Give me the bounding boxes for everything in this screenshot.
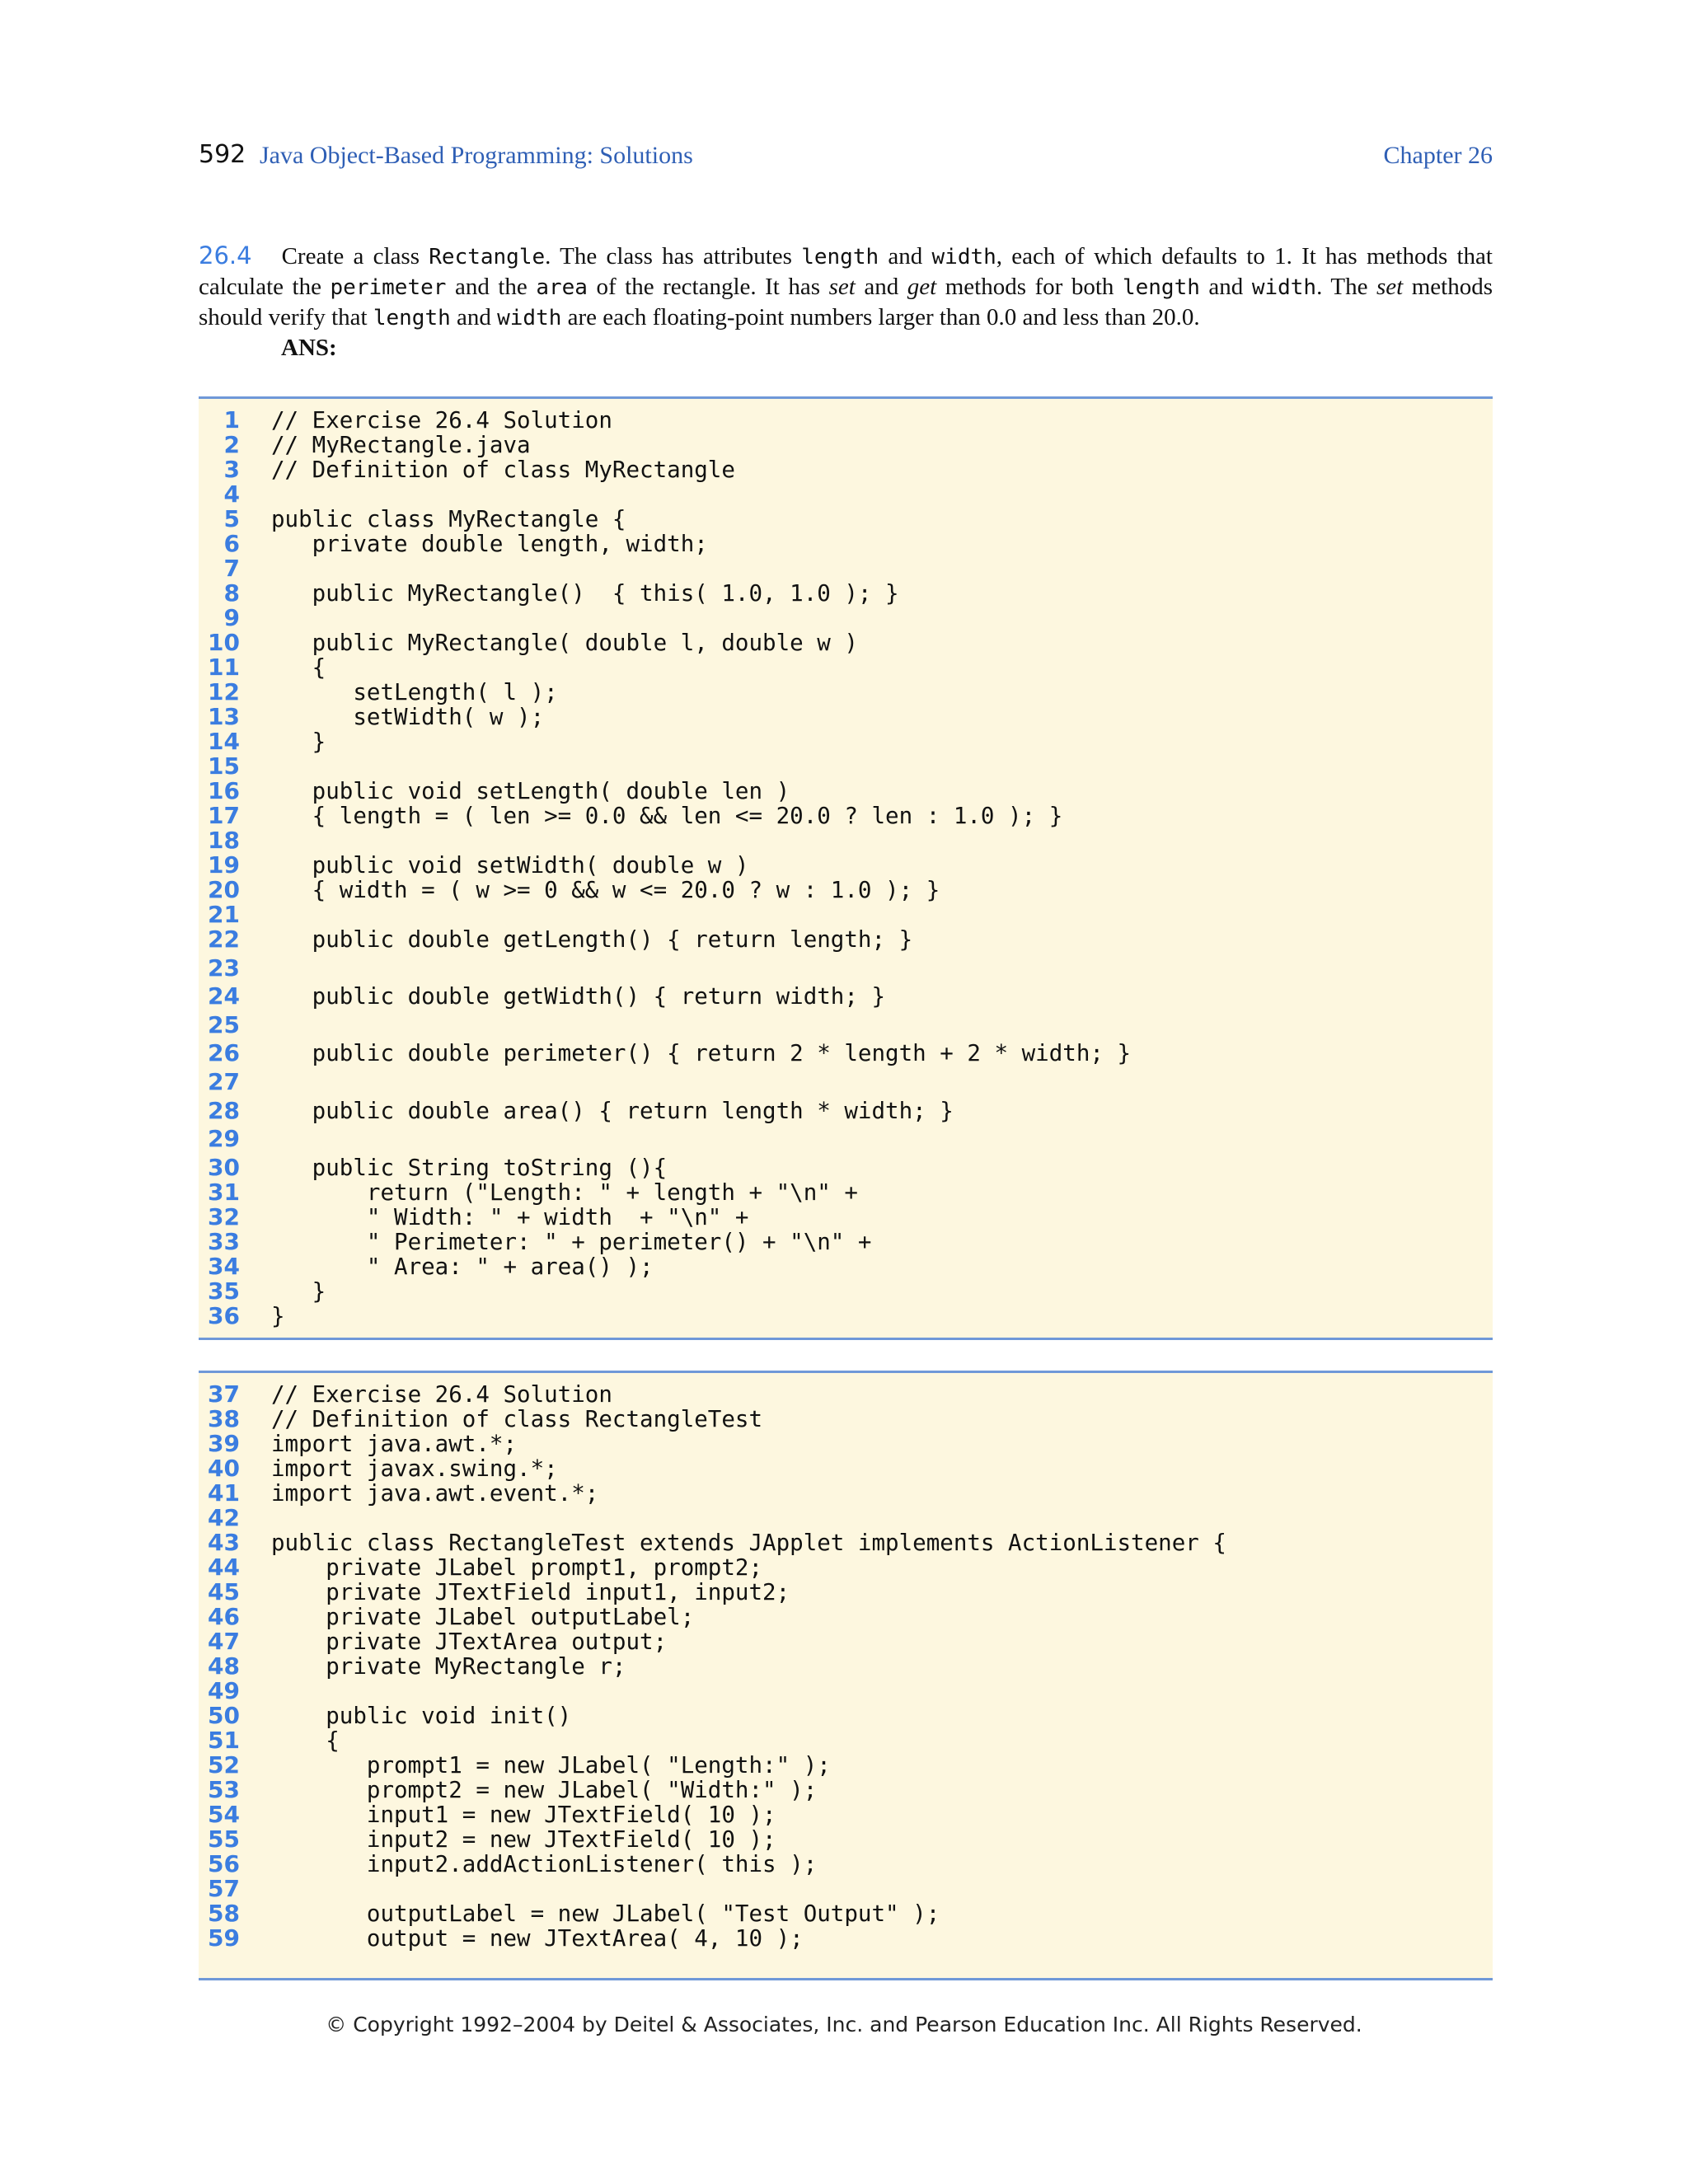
code-text: { length = ( len >= 0.0 && len <= 20.0 ? len : 1.0 ); } (271, 803, 1063, 829)
code-line (199, 1802, 1493, 1827)
code-line (199, 927, 1493, 956)
line-number: 5 (223, 505, 240, 532)
code-line (199, 1629, 1493, 1654)
code-line (199, 507, 1493, 532)
code-line (199, 1432, 1493, 1456)
page-header (199, 138, 1493, 180)
code-line (199, 1753, 1493, 1778)
code-line (199, 902, 1493, 927)
inline-code: length (1122, 275, 1200, 300)
line-number: 21 (208, 901, 240, 928)
line-number: 50 (208, 1702, 240, 1729)
line-number: 49 (208, 1677, 240, 1704)
code-line (199, 1605, 1493, 1629)
code-text: input1 = new JTextField( 10 ); (271, 1802, 776, 1828)
code-listing-rectangletest (199, 1371, 1493, 1980)
line-number: 46 (208, 1603, 240, 1630)
code-line (199, 457, 1493, 482)
exercise-text: are each floating-point numbers larger than 0.0 and less than 20.0. (561, 304, 1200, 330)
code-line (199, 1127, 1493, 1155)
line-number: 52 (208, 1751, 240, 1779)
line-number: 59 (208, 1924, 240, 1952)
line-number: 18 (208, 827, 240, 854)
code-listing-myrectangle (199, 396, 1493, 1340)
line-number: 39 (208, 1430, 240, 1457)
code-line (199, 1155, 1493, 1180)
line-number: 56 (208, 1850, 240, 1877)
code-line (199, 680, 1493, 705)
line-number: 45 (208, 1578, 240, 1605)
code-line (199, 1096, 1493, 1127)
code-text: setLength( l ); (271, 679, 558, 705)
exercise-number: 26.4 (199, 241, 252, 269)
code-line (199, 1654, 1493, 1679)
code-text: outputLabel = new JLabel( "Test Output" ); (271, 1900, 940, 1927)
code-text: public class MyRectangle { (271, 506, 626, 532)
line-number: 47 (208, 1628, 240, 1655)
italic-term: get (907, 274, 937, 300)
line-number: 2 (223, 431, 240, 458)
code-text: public MyRectangle( double l, double w ) (271, 630, 858, 656)
line-number: 19 (208, 851, 240, 879)
code-line (199, 1704, 1493, 1728)
exercise-text: , each of which defaults to 1. It has methods that calculate the (199, 243, 1493, 300)
code-text: output = new JTextArea( 4, 10 ); (271, 1925, 804, 1952)
line-number: 38 (208, 1405, 240, 1432)
code-line (199, 1010, 1493, 1042)
line-number: 32 (208, 1202, 240, 1230)
line-number: 26 (208, 1039, 240, 1067)
code-text: { (271, 1727, 340, 1754)
exercise-text: and the (446, 274, 537, 300)
code-line (199, 804, 1493, 828)
code-text: import java.awt.event.*; (271, 1480, 599, 1507)
line-number: 57 (208, 1875, 240, 1902)
code-text: return ("Length: " + length + "\n" + (271, 1179, 858, 1206)
line-number: 4 (223, 480, 240, 508)
code-line (199, 630, 1493, 655)
italic-term: set (828, 274, 856, 300)
copyright-footer: © Copyright 1992–2004 by Deitel & Associates, Inc. and Pearson Education Inc. All Rights Reserved. (326, 2013, 1362, 2036)
line-number: 7 (223, 555, 240, 582)
inline-code: area (536, 275, 588, 300)
line-number: 3 (223, 456, 240, 483)
line-number: 9 (223, 604, 240, 631)
line-number: 43 (208, 1529, 240, 1556)
line-number: 13 (208, 703, 240, 730)
code-line (199, 1227, 1493, 1255)
code-text: public class RectangleTest extends JApplet implements ActionListener { (271, 1530, 1226, 1556)
code-text: " Area: " + area() ); (271, 1253, 654, 1280)
code-line (199, 1506, 1493, 1530)
line-number: 36 (208, 1301, 240, 1329)
exercise-text: and (450, 304, 498, 330)
line-number: 27 (208, 1067, 240, 1095)
line-number: 15 (208, 752, 240, 780)
code-line (199, 1456, 1493, 1481)
line-number: 29 (208, 1125, 240, 1153)
code-line (199, 828, 1493, 853)
exercise-text: Create a class (281, 243, 429, 269)
code-text: " Width: " + width + "\n" + (271, 1203, 749, 1230)
code-line (199, 1926, 1493, 1951)
code-text: input2.addActionListener( this ); (271, 1851, 818, 1877)
line-number: 44 (208, 1554, 240, 1581)
code-line (199, 1901, 1493, 1926)
inline-code: width (1251, 275, 1317, 300)
code-text: // MyRectangle.java (271, 432, 531, 458)
inline-code: width (497, 306, 562, 330)
code-text: public double getLength() { return length; } (271, 926, 913, 953)
code-text: // Exercise 26.4 Solution (271, 407, 612, 434)
line-number: 35 (208, 1277, 240, 1305)
code-text: private JLabel outputLabel; (271, 1604, 695, 1630)
code-text: private JTextField input1, input2; (271, 1579, 790, 1605)
line-number: 28 (208, 1096, 240, 1124)
code-line (199, 1852, 1493, 1877)
exercise-text: methods for both (936, 274, 1123, 300)
line-number: 23 (208, 954, 240, 982)
code-line (199, 1555, 1493, 1580)
page-number: 592 (199, 140, 246, 169)
code-text: // Definition of class RectangleTest (271, 1406, 763, 1432)
code-line (199, 408, 1493, 433)
code-text: } (271, 1302, 285, 1329)
code-text: input2 = new JTextField( 10 ); (271, 1826, 776, 1853)
code-line (199, 1481, 1493, 1506)
code-line (199, 1827, 1493, 1852)
code-line (199, 655, 1493, 680)
code-text: public void setLength( double len ) (271, 778, 790, 804)
line-number: 17 (208, 802, 240, 829)
exercise-statement (199, 241, 1493, 363)
code-line (199, 1530, 1493, 1555)
code-line (199, 482, 1493, 507)
line-number: 37 (208, 1380, 240, 1408)
exercise-text: of the rectangle. It has (587, 274, 829, 300)
code-line (199, 606, 1493, 630)
exercise-text: and (1199, 274, 1252, 300)
line-number: 11 (208, 654, 240, 681)
code-text: { (271, 654, 326, 681)
line-number: 22 (208, 926, 240, 953)
code-text: public String toString (){ (271, 1154, 668, 1181)
code-line (199, 1202, 1493, 1230)
exercise-text: . The class has attributes (545, 243, 802, 269)
line-number: 53 (208, 1776, 240, 1803)
inline-code: perimeter (330, 275, 447, 300)
code-text: { width = ( w >= 0 && w <= 20.0 ? w : 1.0 ); } (271, 877, 940, 903)
code-text: // Exercise 26.4 Solution (271, 1381, 612, 1408)
code-line (199, 1180, 1493, 1205)
exercise-text: and (855, 274, 907, 300)
code-line (199, 532, 1493, 556)
code-text: // Definition of class MyRectangle (271, 457, 735, 483)
code-line (199, 1067, 1493, 1099)
code-line (199, 729, 1493, 754)
line-number: 31 (208, 1178, 240, 1206)
code-text: private JLabel prompt1, prompt2; (271, 1554, 763, 1581)
line-number: 6 (223, 530, 240, 557)
code-text: public double area() { return length * width; } (271, 1097, 954, 1124)
running-title: Java Object-Based Programming: Solutions (260, 142, 693, 169)
line-number: 41 (208, 1479, 240, 1507)
code-line (199, 581, 1493, 606)
line-number: 33 (208, 1227, 240, 1255)
line-number: 34 (208, 1252, 240, 1280)
line-number: 16 (208, 777, 240, 804)
code-text: private double length, width; (271, 531, 708, 557)
code-text: } (271, 729, 326, 755)
code-line (199, 878, 1493, 902)
code-text: import java.awt.*; (271, 1431, 518, 1457)
code-line (199, 1279, 1493, 1304)
code-line (199, 853, 1493, 878)
line-number: 55 (208, 1825, 240, 1853)
answer-label: ANS: (281, 335, 337, 361)
code-text: prompt2 = new JLabel( "Width:" ); (271, 1777, 818, 1803)
code-line (199, 1041, 1493, 1070)
code-line (199, 1580, 1493, 1605)
line-number: 20 (208, 876, 240, 903)
code-text: public double getWidth() { return width; } (271, 983, 886, 1010)
line-number: 10 (208, 629, 240, 656)
code-line (199, 984, 1493, 1013)
inline-code: length (373, 306, 451, 330)
code-text: private MyRectangle r; (271, 1653, 626, 1680)
code-line (199, 754, 1493, 779)
code-text: public MyRectangle() { this( 1.0, 1.0 ); } (271, 580, 899, 607)
code-text: public void setWidth( double w ) (271, 852, 749, 879)
code-line (199, 1728, 1493, 1753)
code-text: setWidth( w ); (271, 704, 545, 730)
code-line (199, 1778, 1493, 1802)
exercise-text: and (879, 243, 932, 269)
code-text: } (271, 1277, 326, 1305)
chapter-label: Chapter 26 (1383, 142, 1493, 169)
code-line (199, 705, 1493, 729)
line-number: 42 (208, 1504, 240, 1531)
exercise-text: . The (1316, 274, 1376, 300)
inline-code: length (801, 245, 879, 269)
line-number: 25 (208, 1010, 240, 1038)
line-number: 8 (223, 579, 240, 607)
code-text: private JTextArea output; (271, 1629, 668, 1655)
code-line (199, 1254, 1493, 1279)
code-line (199, 556, 1493, 581)
inline-code: width (931, 245, 996, 269)
inline-code: Rectangle (429, 245, 546, 269)
line-number: 12 (208, 678, 240, 705)
code-line (199, 1679, 1493, 1704)
code-text: public void init() (271, 1703, 572, 1729)
code-line (199, 779, 1493, 804)
italic-term: set (1376, 274, 1404, 300)
exercise-text: methods should verify that (199, 274, 1493, 330)
line-number: 1 (223, 406, 240, 434)
line-number: 54 (208, 1801, 240, 1828)
line-number: 58 (208, 1900, 240, 1927)
code-text: import javax.swing.*; (271, 1455, 558, 1482)
line-number: 51 (208, 1727, 240, 1754)
code-line (199, 1382, 1493, 1407)
code-line (199, 1877, 1493, 1901)
code-line (199, 1407, 1493, 1432)
code-line (199, 1301, 1493, 1329)
code-text: " Perimeter: " + perimeter() + "\n" + (271, 1228, 872, 1255)
line-number: 24 (208, 982, 240, 1010)
line-number: 40 (208, 1455, 240, 1482)
code-text: public double perimeter() { return 2 * length + 2 * width; } (271, 1040, 1132, 1067)
line-number: 30 (208, 1153, 240, 1181)
code-line (199, 956, 1493, 985)
line-number: 48 (208, 1652, 240, 1680)
code-text: prompt1 = new JLabel( "Length:" ); (271, 1752, 831, 1779)
line-number: 14 (208, 728, 240, 755)
code-line (199, 433, 1493, 457)
